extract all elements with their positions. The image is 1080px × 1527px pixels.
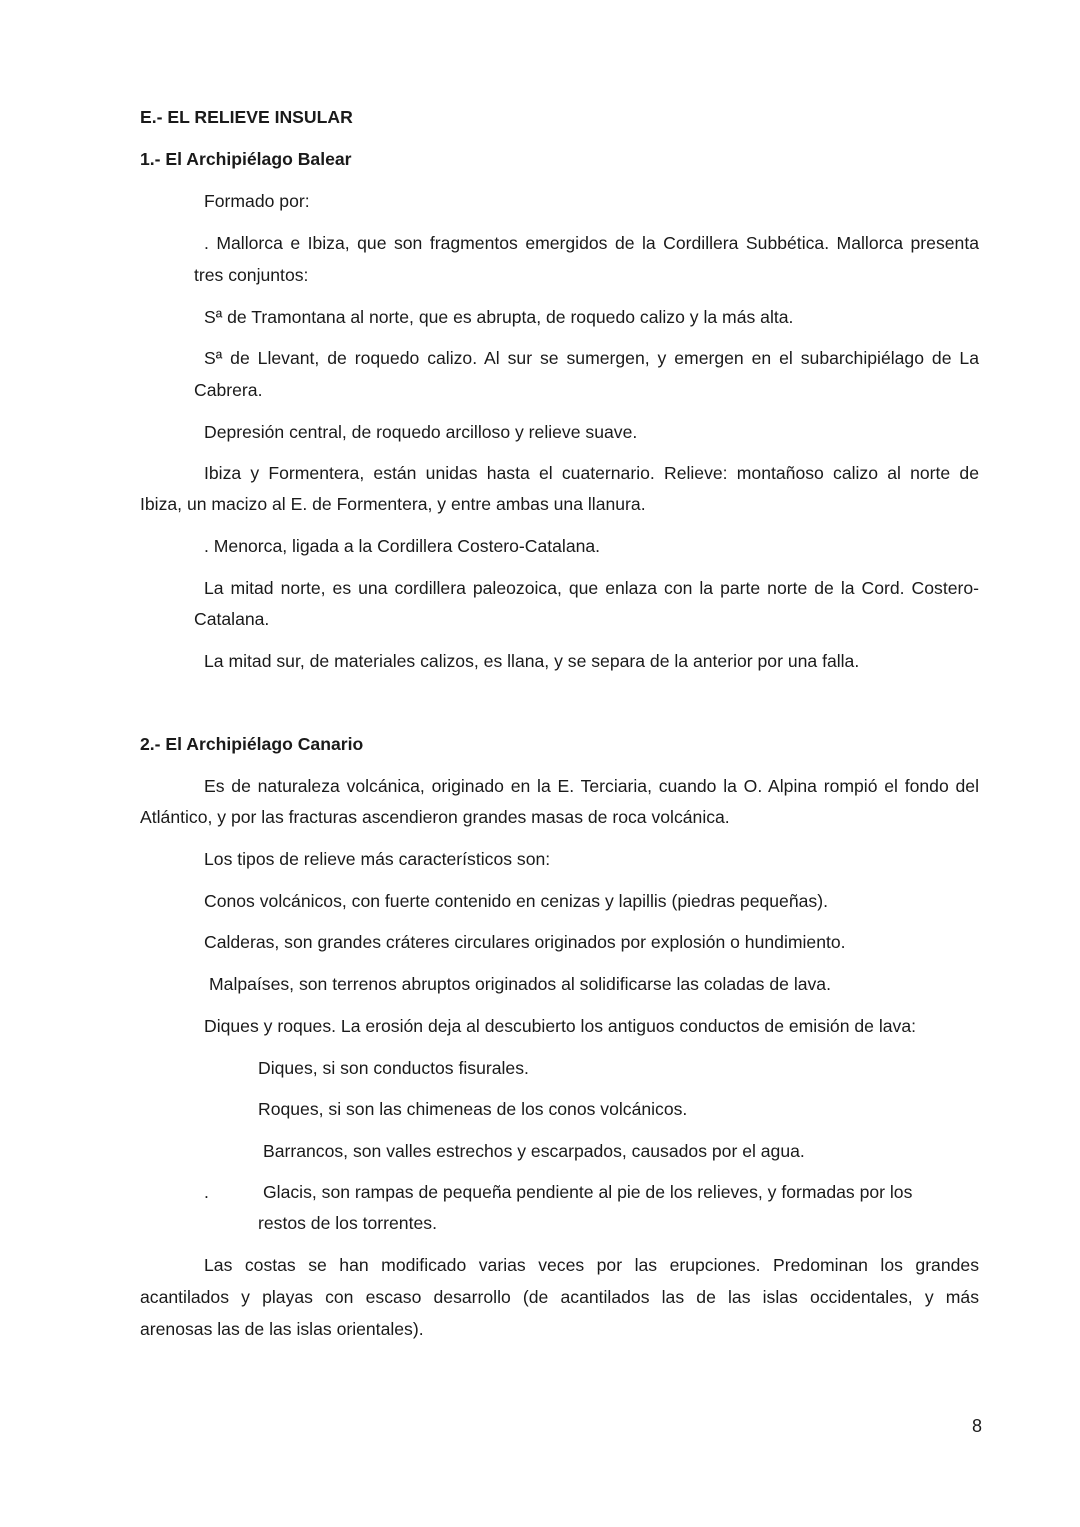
text-line: arenosas las de las islas orientales). bbox=[140, 1319, 424, 1339]
text-line: Calderas, son grandes cráteres circulares originados por explosión o hundimiento. bbox=[204, 932, 846, 952]
section-title: E.- EL RELIEVE INSULAR bbox=[140, 107, 353, 127]
text-line: Conos volcánicos, con fuerte contenido en cenizas y lapillis (piedras pequeñas). bbox=[204, 891, 828, 911]
text-line: Las costas se han modificado varias veces por las erupciones. Predominan los grandes bbox=[204, 1255, 979, 1275]
text-line: Ibiza, un macizo al E. de Formentera, y entre ambas una llanura. bbox=[140, 494, 646, 514]
text-line: La mitad norte, es una cordillera paleozoica, que enlaza con la parte norte de la Cord. Costero- bbox=[204, 578, 979, 598]
text-line: Diques, si son conductos fisurales. bbox=[258, 1058, 529, 1078]
heading-canario: 2.- El Archipiélago Canario bbox=[140, 734, 364, 754]
text-line: Cabrera. bbox=[194, 380, 263, 400]
text-line: Depresión central, de roquedo arcilloso y relieve suave. bbox=[204, 422, 638, 442]
text-line: La mitad sur, de materiales calizos, es llana, y se separa de la anterior por una falla. bbox=[204, 651, 860, 671]
text-line: Malpaíses, son terrenos abruptos originados al solidificarse las coladas de lava. bbox=[209, 974, 831, 994]
text-line: Atlántico, y por las fracturas ascendieron grandes masas de roca volcánica. bbox=[140, 807, 730, 827]
text-line: . Mallorca e Ibiza, que son fragmentos emergidos de la Cordillera Subbética. Mallorca presenta bbox=[204, 233, 979, 253]
text-line: Es de naturaleza volcánica, originado en la E. Terciaria, cuando la O. Alpina rompió el fondo del bbox=[204, 776, 979, 796]
text-line: Sª de Llevant, de roquedo calizo. Al sur se sumergen, y emergen en el subarchipiélago de La bbox=[204, 348, 979, 368]
text-line: Roques, si son las chimeneas de los conos volcánicos. bbox=[258, 1099, 688, 1119]
text-line: Catalana. bbox=[194, 609, 270, 629]
text-line: Glacis, son rampas de pequeña pendiente al pie de los relieves, y formadas por los bbox=[263, 1182, 913, 1202]
text-line: tres conjuntos: bbox=[194, 265, 309, 285]
text-line: Los tipos de relieve más característicos son: bbox=[204, 849, 551, 869]
list-bullet: . bbox=[204, 1182, 209, 1202]
text-line: Barrancos, son valles estrechos y escarpados, causados por el agua. bbox=[263, 1141, 805, 1161]
text-line: Diques y roques. La erosión deja al descubierto los antiguos conductos de emisión de lava: bbox=[204, 1016, 917, 1036]
text-line: . Menorca, ligada a la Cordillera Costero-Catalana. bbox=[204, 536, 601, 556]
text-line: acantilados y playas con escaso desarrollo (de acantilados las de las islas occidentales, y más bbox=[140, 1287, 979, 1307]
page-number: 8 bbox=[972, 1416, 983, 1436]
text-line: Sª de Tramontana al norte, que es abrupta, de roquedo calizo y la más alta. bbox=[204, 307, 794, 327]
text-line: Formado por: bbox=[204, 191, 310, 211]
text-line: Ibiza y Formentera, están unidas hasta el cuaternario. Relieve: montañoso calizo al norte de bbox=[204, 463, 979, 483]
heading-balear: 1.- El Archipiélago Balear bbox=[140, 149, 352, 169]
text-line: restos de los torrentes. bbox=[258, 1213, 437, 1233]
